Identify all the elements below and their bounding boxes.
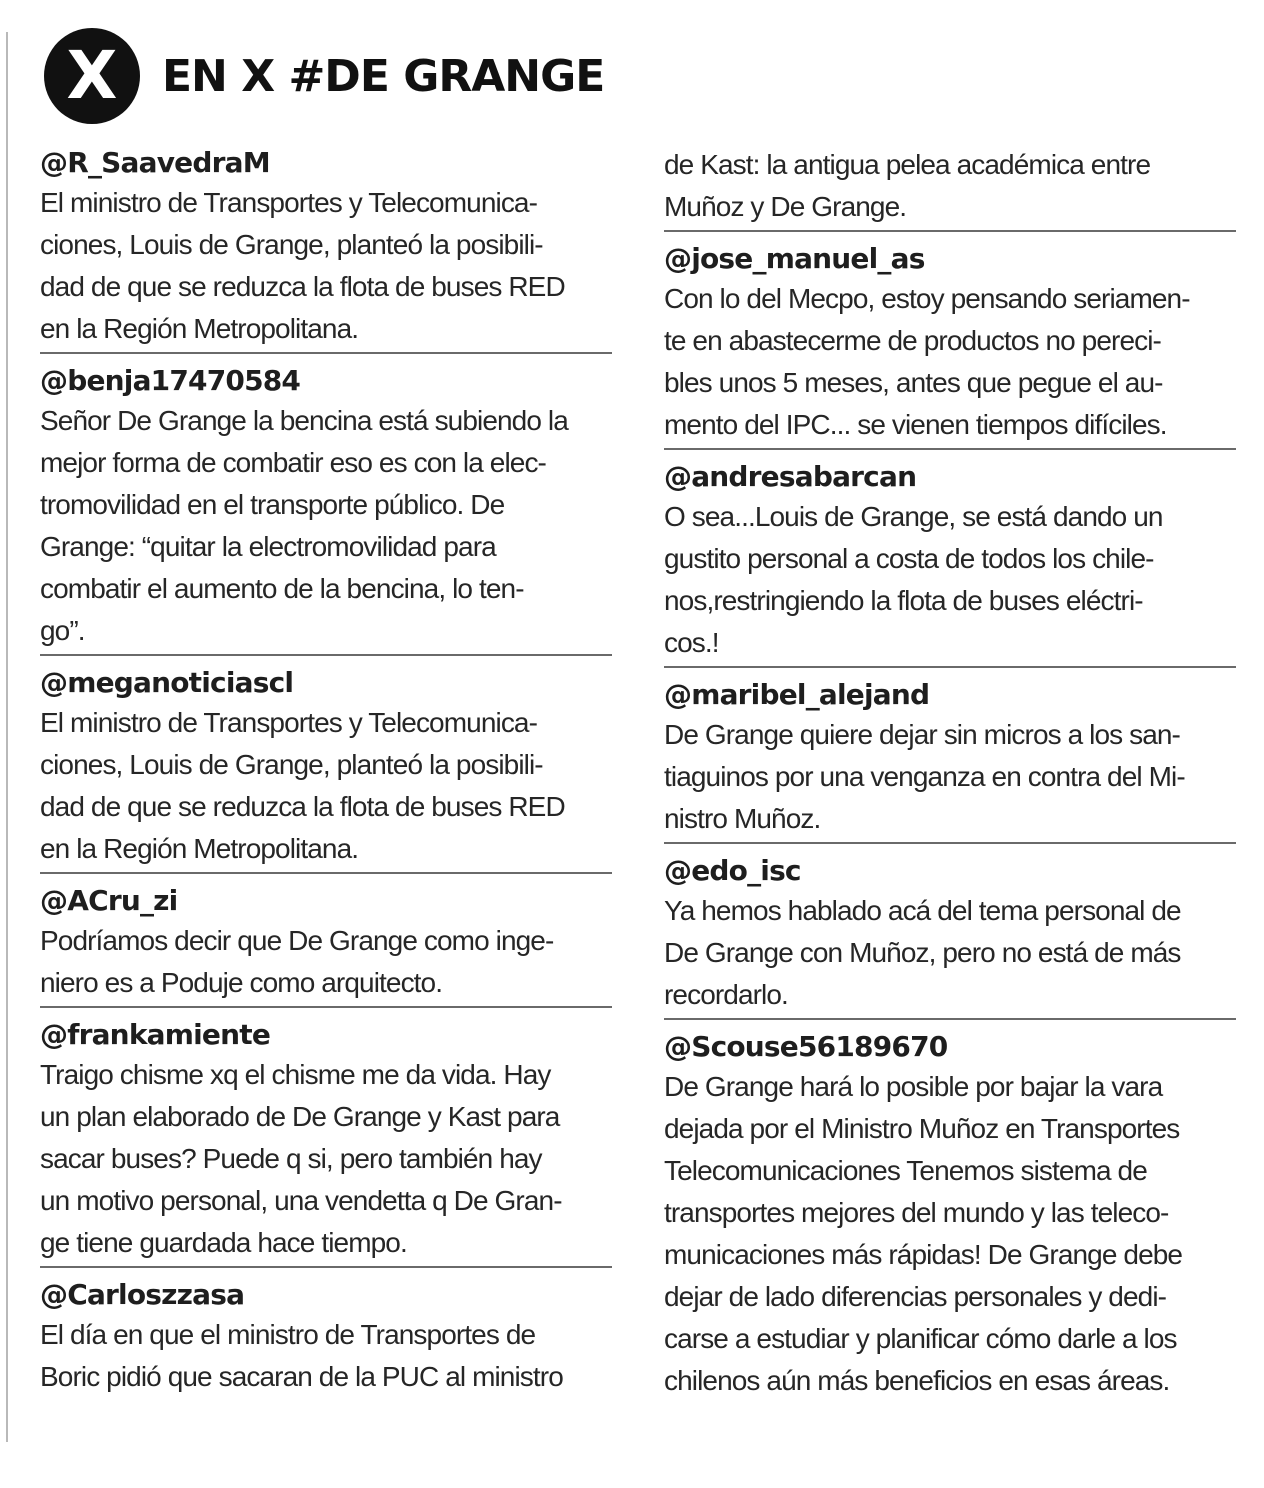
tweet-text-line: tromovilidad en el transporte público. De [40, 489, 505, 520]
tweet-handle[interactable]: @maribel_alejand [664, 678, 930, 711]
tweet-block [40, 1276, 612, 1400]
tweet-block [40, 144, 612, 354]
tweet-handle[interactable]: @Carloszzasa [40, 1278, 245, 1311]
tweet-text-line: go”. [40, 615, 85, 646]
tweet-text-line: en la Región Metropolitana. [40, 833, 359, 864]
tweet-text-line: De Grange quiere dejar sin micros a los san- [664, 719, 1180, 750]
tweet-handle[interactable]: @benja17470584 [40, 364, 301, 397]
tweet-block [664, 458, 1236, 668]
tweet-text-line: dejada por el Ministro Muñoz en Transportes [664, 1113, 1180, 1144]
tweet-text-line: carse a estudiar y planificar cómo darle a los [664, 1323, 1177, 1354]
section-title: EN X #DE GRANGE [162, 50, 605, 102]
tweet-text-line: cos.! [664, 627, 719, 658]
tweet-handle[interactable]: @frankamiente [40, 1018, 271, 1051]
tweet-text-line: gustito personal a costa de todos los chile- [664, 543, 1154, 574]
tweet-text-line: municaciones más rápidas! De Grange debe [664, 1239, 1183, 1270]
tweet-text-line: De Grange con Muñoz, pero no está de más [664, 937, 1181, 968]
tweet-block [40, 362, 612, 656]
left-column [40, 144, 612, 1408]
right-column [664, 144, 1236, 1412]
tweet-text-line: mento del IPC... se vienen tiempos difíciles. [664, 409, 1167, 440]
tweet-text-line: recordarlo. [664, 979, 788, 1010]
tweet-text-line: nistro Muñoz. [664, 803, 821, 834]
tweet-text-line: niero es a Poduje como arquitecto. [40, 967, 443, 998]
tweet-text-line: combatir el aumento de la bencina, lo ten- [40, 573, 524, 604]
tweet-block [664, 240, 1236, 450]
tweet-handle[interactable]: @Scouse56189670 [664, 1030, 948, 1063]
tweet-text-line: dad de que se reduzca la flota de buses RED [40, 271, 565, 302]
page-left-rule [6, 32, 8, 1442]
tweet-block [40, 664, 612, 874]
tweet-block [664, 852, 1236, 1020]
tweet-text-line: El ministro de Transportes y Telecomunica- [40, 187, 538, 218]
tweet-text-line: un motivo personal, una vendetta q De Gran- [40, 1185, 562, 1216]
tweet-text-line: un plan elaborado de De Grange y Kast para [40, 1101, 560, 1132]
tweet-text-line: ciones, Louis de Grange, planteó la posibili- [40, 749, 543, 780]
tweet-text-line: en la Región Metropolitana. [40, 313, 359, 344]
tweet-handle[interactable]: @andresabarcan [664, 460, 917, 493]
tweet-text-line: De Grange hará lo posible por bajar la vara [664, 1071, 1163, 1102]
tweet-text-line: bles unos 5 meses, antes que pegue el au- [664, 367, 1163, 398]
tweet-text-line: Boric pidió que sacaran de la PUC al ministro [40, 1361, 563, 1392]
tweet-text-line: Ya hemos hablado acá del tema personal de [664, 895, 1181, 926]
tweet-block [40, 882, 612, 1008]
tweet-text-line: nos,restringiendo la flota de buses eléctri- [664, 585, 1143, 616]
tweet-text-line: chilenos aún más beneficios en esas áreas. [664, 1365, 1170, 1396]
tweet-block [40, 1016, 612, 1268]
tweet-text-line: Muñoz y De Grange. [664, 191, 907, 222]
tweet-text-line: ge tiene guardada hace tiempo. [40, 1227, 407, 1258]
tweet-text-line: dad de que se reduzca la flota de buses RED [40, 791, 565, 822]
tweet-text-line: mejor forma de combatir eso es con la elec- [40, 447, 546, 478]
x-logo-glyph: X [66, 37, 118, 114]
tweet-text-line: ciones, Louis de Grange, planteó la posibili- [40, 229, 543, 260]
tweet-text-line: O sea...Louis de Grange, se está dando un [664, 501, 1163, 532]
tweet-text-line: sacar buses? Puede q si, pero también hay [40, 1143, 542, 1174]
tweet-text-line: tiaguinos por una venganza en contra del Mi- [664, 761, 1185, 792]
tweet-text-line: dejar de lado diferencias personales y dedi- [664, 1281, 1167, 1312]
tweet-handle[interactable]: @jose_manuel_as [664, 242, 925, 275]
tweet-block [664, 1028, 1236, 1404]
tweet-text-line: te en abastecerme de productos no pereci- [664, 325, 1161, 356]
tweet-block [664, 144, 1236, 232]
tweet-text-line: Traigo chisme xq el chisme me da vida. Hay [40, 1059, 551, 1090]
tweet-text-line: Grange: “quitar la electromovilidad para [40, 531, 496, 562]
tweet-text-line: transportes mejores del mundo y las teleco- [664, 1197, 1169, 1228]
tweet-block [664, 676, 1236, 844]
tweet-handle[interactable]: @ACru_zi [40, 884, 178, 917]
tweet-handle[interactable]: @R_SaavedraM [40, 146, 270, 179]
tweet-text-line: Señor De Grange la bencina está subiendo la [40, 405, 568, 436]
tweet-text-line: El día en que el ministro de Transportes de [40, 1319, 536, 1350]
x-logo-icon [44, 28, 140, 124]
tweet-text-line: El ministro de Transportes y Telecomunica- [40, 707, 538, 738]
tweet-text-line: de Kast: la antigua pelea académica entre [664, 149, 1151, 180]
tweet-text-line: Podríamos decir que De Grange como inge- [40, 925, 554, 956]
section-header [44, 28, 604, 124]
tweet-handle[interactable]: @meganoticiascl [40, 666, 294, 699]
tweet-text-line: Con lo del Mecpo, estoy pensando seriamen- [664, 283, 1190, 314]
tweet-handle[interactable]: @edo_isc [664, 854, 801, 887]
tweet-text-line: Telecomunicaciones Tenemos sistema de [664, 1155, 1147, 1186]
